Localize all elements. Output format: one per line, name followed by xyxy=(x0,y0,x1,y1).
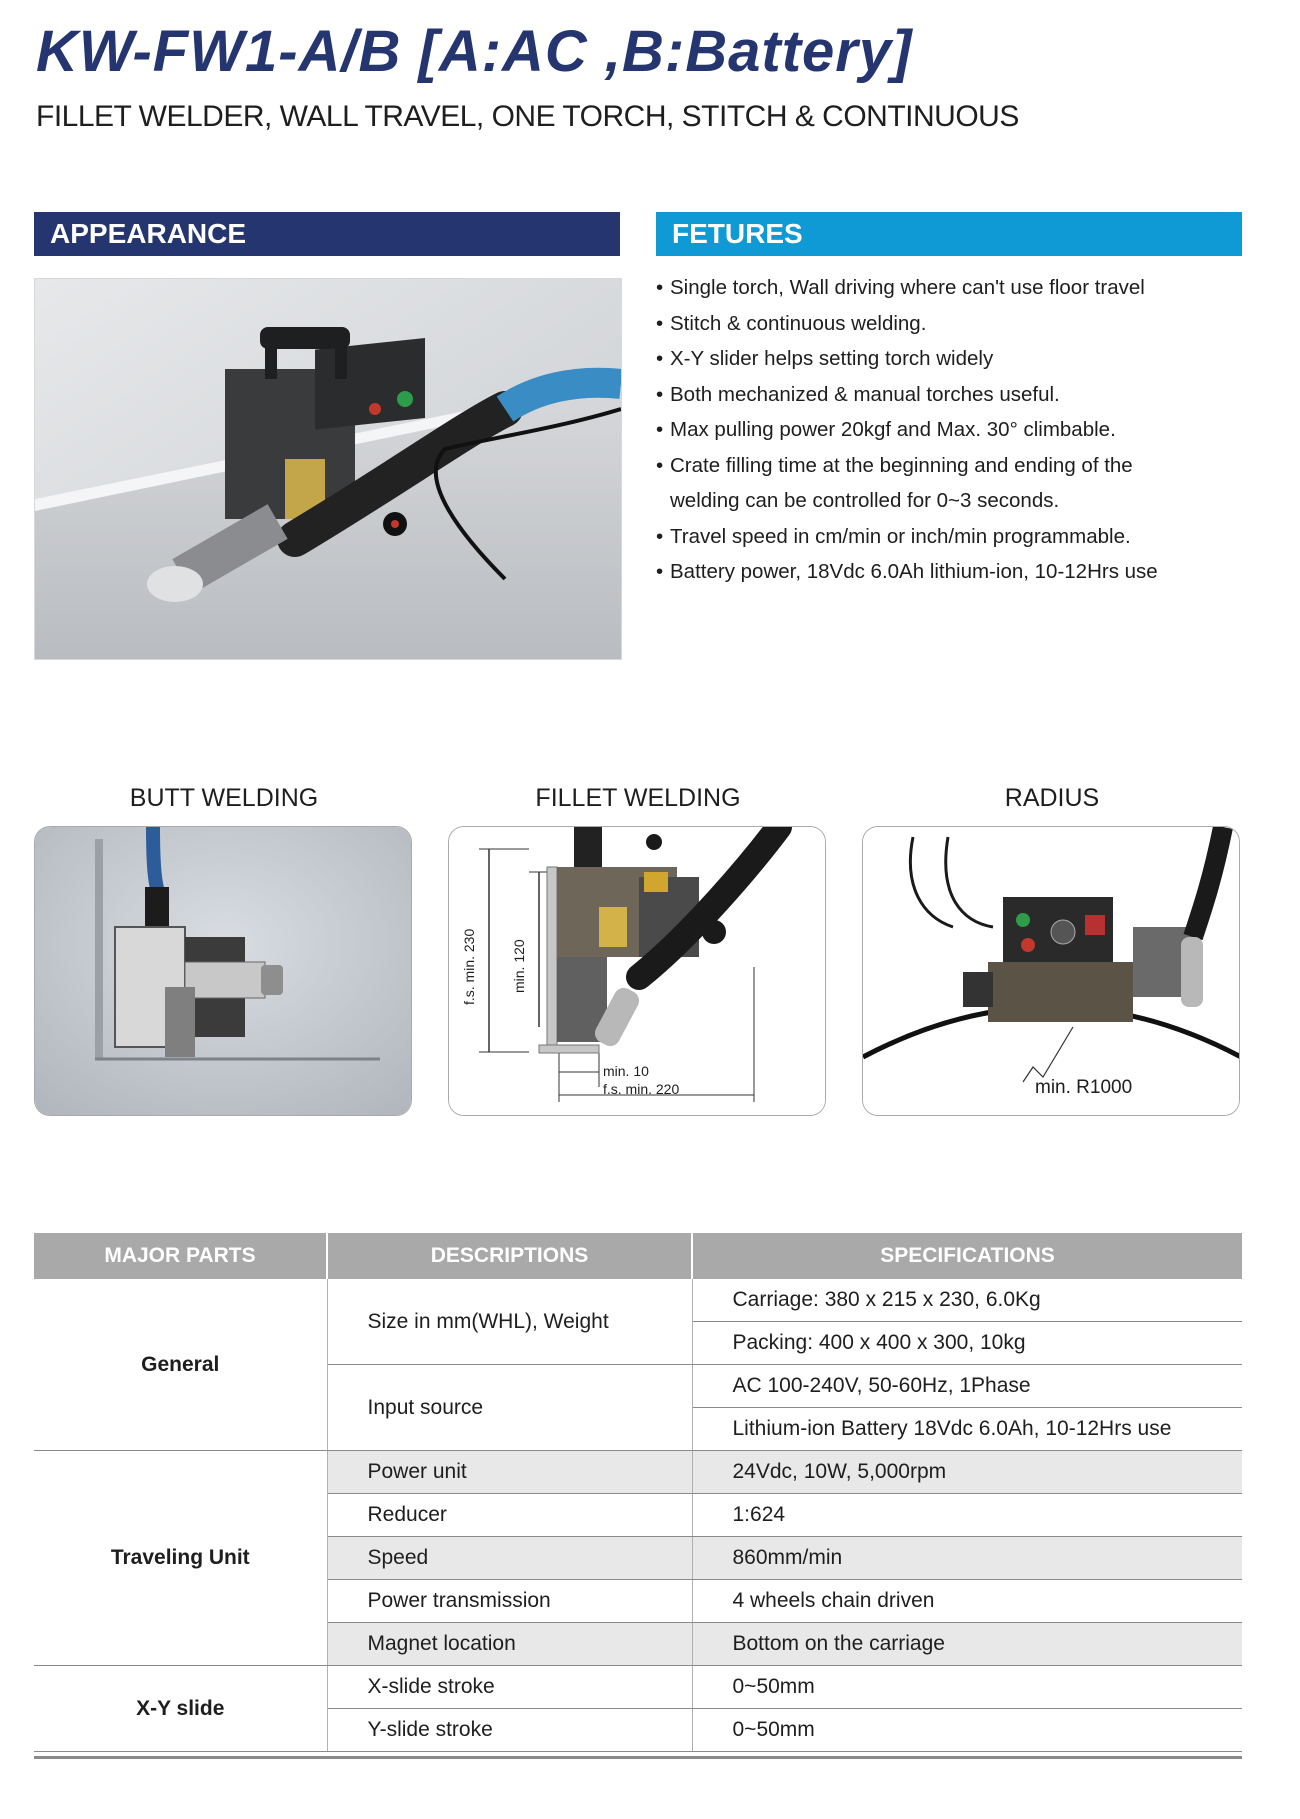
radius-caption: RADIUS xyxy=(1004,784,1100,812)
feature-item: • X-Y slider helps setting torch widely xyxy=(656,347,994,370)
feature-item: • Single torch, Wall driving where can't use floor travel xyxy=(656,276,1145,299)
spec-cell: 0~50mm xyxy=(692,1666,1242,1709)
header-major-parts: MAJOR PARTS xyxy=(34,1233,327,1279)
spec-cell: Bottom on the carriage xyxy=(692,1623,1242,1666)
feature-item: • Crate filling time at the beginning and ending of the welding can be controlled for 0~3 seconds. xyxy=(656,453,1133,512)
desc-cell: Size in mm(WHL), Weight xyxy=(327,1279,692,1365)
spec-cell: 0~50mm xyxy=(692,1709,1242,1752)
table-row xyxy=(34,1279,1242,1322)
desc-cell: Speed xyxy=(327,1537,692,1580)
table-header-row xyxy=(34,1233,1242,1279)
table-row xyxy=(34,1451,1242,1494)
part-traveling-unit: Traveling Unit xyxy=(34,1451,327,1666)
spec-cell: Carriage: 380 x 215 x 230, 6.0Kg xyxy=(692,1279,1242,1322)
dim-fs-min-230: f.s. min. 230 xyxy=(461,928,477,1005)
feature-item: • Both mechanized & manual torches useful. xyxy=(656,382,1060,406)
butt-welding-illustration xyxy=(35,827,412,1116)
table-bottom-rule xyxy=(34,1756,1242,1759)
desc-cell: X-slide stroke xyxy=(327,1666,692,1709)
fillet-welding-photo xyxy=(448,826,826,1116)
feature-item: • Max pulling power 20kgf and Max. 30° climbable. xyxy=(656,418,1116,441)
appearance-photo xyxy=(34,278,622,660)
dim-min-120: min. 120 xyxy=(511,939,527,993)
features-list xyxy=(656,270,1256,590)
spec-cell: Packing: 400 x 400 x 300, 10kg xyxy=(692,1322,1242,1365)
dim-min-10: min. 10 xyxy=(603,1063,649,1079)
welder-photo-illustration xyxy=(35,279,621,659)
spec-cell: 4 wheels chain driven xyxy=(692,1580,1242,1623)
part-xy-slide: X-Y slide xyxy=(34,1666,327,1752)
butt-welding-photo xyxy=(34,826,412,1116)
feature-item: • Travel speed in cm/min or inch/min programmable. xyxy=(656,524,1131,548)
desc-cell: Y-slide stroke xyxy=(327,1709,692,1752)
features-section-header: FETURES xyxy=(656,212,1242,256)
page-subtitle: FILLET WELDER, WALL TRAVEL, ONE TORCH, STITCH & CONTINUOUS xyxy=(36,100,1019,133)
page-title: KW-FW1-A/B [A:AC ,B:Battery] xyxy=(36,19,913,84)
spec-cell: 860mm/min xyxy=(692,1537,1242,1580)
desc-cell: Power unit xyxy=(327,1451,692,1494)
table-row xyxy=(34,1666,1242,1709)
desc-cell: Reducer xyxy=(327,1494,692,1537)
desc-cell: Input source xyxy=(327,1365,692,1451)
appearance-section-header: APPEARANCE xyxy=(34,212,620,256)
radius-photo xyxy=(862,826,1240,1116)
header-descriptions: DESCRIPTIONS xyxy=(327,1233,692,1279)
spec-cell: Lithium-ion Battery 18Vdc 6.0Ah, 10-12Hrs use xyxy=(692,1408,1242,1451)
spec-cell: AC 100-240V, 50-60Hz, 1Phase xyxy=(692,1365,1242,1408)
feature-item: • Stitch & continuous welding. xyxy=(656,311,927,335)
radius-label: min. R1000 xyxy=(1035,1077,1133,1098)
dim-fs-min-220: f.s. min. 220 xyxy=(603,1081,680,1097)
fillet-welding-caption: FILLET WELDING xyxy=(535,784,741,812)
feature-item: • Battery power, 18Vdc 6.0Ah lithium-ion, 10-12Hrs use xyxy=(656,560,1158,583)
radius-illustration xyxy=(863,827,1240,1116)
header-specifications: SPECIFICATIONS xyxy=(692,1233,1242,1279)
part-general: General xyxy=(34,1279,327,1451)
spec-cell: 1:624 xyxy=(692,1494,1242,1537)
desc-cell: Power transmission xyxy=(327,1580,692,1623)
desc-cell: Magnet location xyxy=(327,1623,692,1666)
spec-cell: 24Vdc, 10W, 5,000rpm xyxy=(692,1451,1242,1494)
specifications-table xyxy=(34,1233,1242,1752)
butt-welding-caption: BUTT WELDING xyxy=(129,784,319,812)
